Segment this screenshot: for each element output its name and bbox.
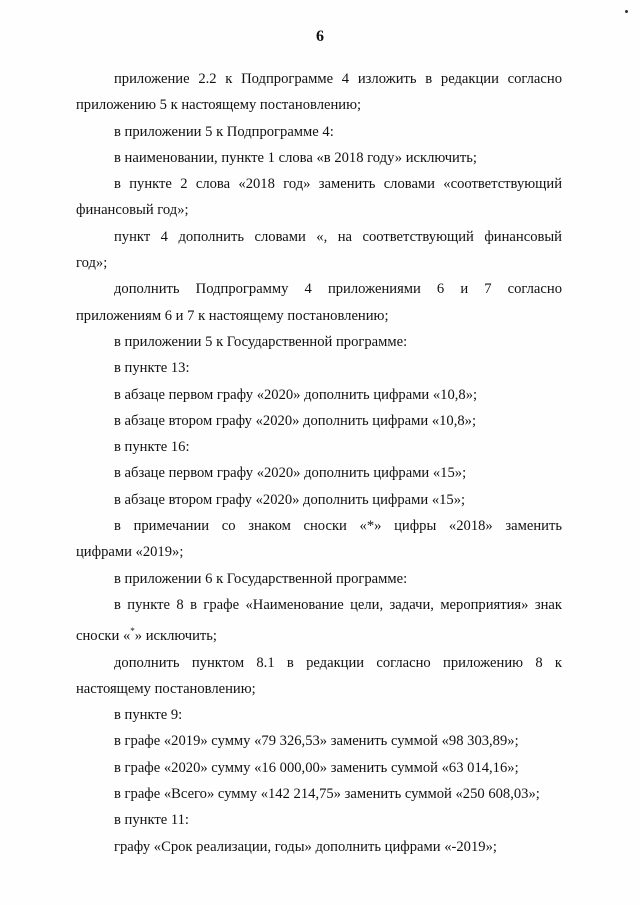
text-line: цифрами «2019»; bbox=[76, 544, 184, 561]
text-line: в наименовании, пункте 1 слова «в 2018 году» исключить; bbox=[114, 149, 477, 166]
text-line: год»; bbox=[76, 255, 108, 272]
text-line: в пункте 8 в графе «Наименование цели, задачи, мероприятия» знак bbox=[114, 596, 562, 613]
text-line: в приложении 5 к Государственной программе: bbox=[114, 333, 408, 350]
paragraph bbox=[76, 592, 562, 650]
paragraph bbox=[76, 728, 562, 754]
paragraph bbox=[76, 355, 562, 381]
paragraph bbox=[76, 171, 562, 224]
footnote-asterisk: * bbox=[130, 626, 135, 637]
text-fragment: » исключить; bbox=[134, 628, 217, 645]
text-line bbox=[76, 618, 562, 649]
paragraph bbox=[76, 145, 562, 171]
paragraph bbox=[76, 224, 562, 277]
paragraph bbox=[76, 702, 562, 728]
text-line: в пункте 13: bbox=[114, 360, 190, 377]
text-line: в графе «Всего» сумму «142 214,75» заменить суммой «250 608,03»; bbox=[114, 786, 540, 803]
text-line: в абзаце втором графу «2020» дополнить цифрами «15»; bbox=[114, 491, 466, 508]
text-line: в пункте 11: bbox=[114, 812, 189, 829]
text-line: в графе «2020» сумму «16 000,00» заменить суммой «63 014,16»; bbox=[114, 759, 519, 776]
paragraph bbox=[76, 650, 562, 703]
paragraph bbox=[76, 408, 562, 434]
text-line: графу «Срок реализации, годы» дополнить цифрами «-2019»; bbox=[114, 838, 497, 855]
text-line: финансовый год»; bbox=[76, 202, 189, 219]
text-line: в пункте 9: bbox=[114, 707, 183, 724]
text-line: в примечании со знаком сноски «*» цифры «2018» заменить bbox=[114, 518, 562, 535]
document-body bbox=[76, 66, 562, 860]
paragraph bbox=[76, 329, 562, 355]
text-line: в абзаце первом графу «2020» дополнить цифрами «10,8»; bbox=[114, 386, 478, 403]
text-line: пункт 4 дополнить словами «, на соответствующий финансовый bbox=[114, 228, 562, 245]
paragraph bbox=[76, 434, 562, 460]
paragraph bbox=[76, 276, 562, 329]
paragraph bbox=[76, 382, 562, 408]
text-line: в абзаце втором графу «2020» дополнить цифрами «10,8»; bbox=[114, 412, 477, 429]
paragraph bbox=[76, 834, 562, 860]
text-line: дополнить пунктом 8.1 в редакции согласно приложению 8 к bbox=[114, 654, 562, 671]
paragraph bbox=[76, 807, 562, 833]
scan-dot bbox=[625, 10, 628, 13]
text-line: в приложении 6 к Государственной программе: bbox=[114, 570, 408, 587]
text-fragment: сноски « bbox=[76, 628, 131, 645]
paragraph bbox=[76, 566, 562, 592]
text-line: приложениям 6 и 7 к настоящему постановлению; bbox=[76, 307, 389, 324]
paragraph bbox=[76, 119, 562, 145]
text-line: в приложении 5 к Подпрограмме 4: bbox=[114, 123, 334, 140]
text-line: настоящему постановлению; bbox=[76, 680, 256, 697]
paragraph bbox=[76, 513, 562, 566]
text-line: в пункте 2 слова «2018 год» заменить словами «соответствующий bbox=[114, 176, 562, 193]
paragraph bbox=[76, 781, 562, 807]
text-line: дополнить Подпрограмму 4 приложениями 6 и 7 согласно bbox=[114, 281, 562, 298]
paragraph bbox=[76, 755, 562, 781]
page-number: 6 bbox=[316, 28, 324, 45]
text-line: приложение 2.2 к Подпрограмме 4 изложить в редакции согласно bbox=[114, 71, 562, 87]
text-line: приложению 5 к настоящему постановлению; bbox=[76, 97, 362, 114]
text-line: в абзаце первом графу «2020» дополнить цифрами «15»; bbox=[114, 465, 467, 482]
paragraph bbox=[76, 66, 562, 119]
paragraph bbox=[76, 460, 562, 486]
text-line: в графе «2019» сумму «79 326,53» заменить суммой «98 303,89»; bbox=[114, 733, 519, 750]
paragraph bbox=[76, 487, 562, 513]
text-line: в пункте 16: bbox=[114, 439, 190, 456]
